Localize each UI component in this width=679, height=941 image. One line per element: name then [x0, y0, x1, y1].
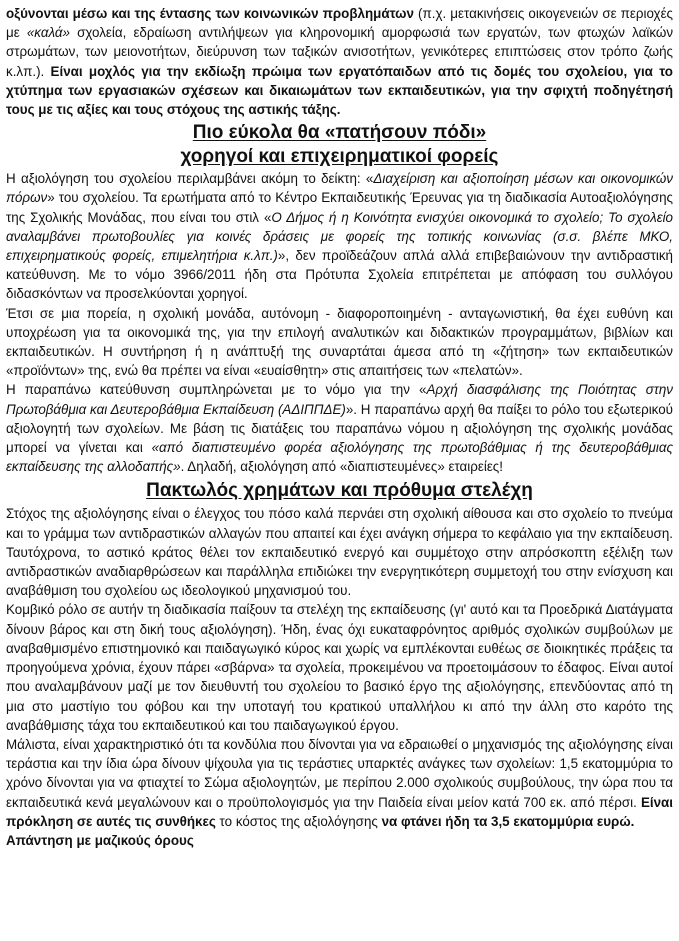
section1-heading-line2: χορηγοί και επιχειρηματικοί φορείς	[180, 146, 499, 168]
italic-quote: «από διαπιστευμένο φορέα αξιολόγησης της πρωτοβάθμιας ή της δευτεροβάθμιας εκπαίδευσης της αλλοδαπής»	[6, 440, 674, 475]
section2-paragraph-2: Κομβικό ρόλο σε αυτήν τη διαδικασία παίξουν τα στελέχη της εκπαίδευσης (γι' αυτό και τα Προεδρικά Διατάγματα δίνουν βάρος και στη δική τους αξιολόγηση). Ήδη, ένας όχι ευκαταφρόνητος αριθμός σχολικών συμβούλων με αναβαθμισμένο επιστημονικό και παιδαγωγικό κύρος και χωρίς να εμπλέκονται ευθέως σε διοικητικές πράξεις τα προηγούμενα χρόνια, έχουν πάρει «σβάρνα» τα σχολεία, προκειμένου να προετοιμάσουν το έδαφος. Είναι αυτοί που αναλαμβάνουν μαζί με τον διευθυντή του σχολείου το βασικό έργο της αξιολόγησης, επενδύοντας από τη μια στο μαστίγιο του φόβου και την υποταγή του κρατικού υπαλλήλου κι από την άλλη στο καρότο της αναβάθμισης τάχα του εκπαιδευτικού και του παιδαγωγικού έργου.	[6, 602, 673, 733]
section2-heading: Πακτωλός χρημάτων και πρόθυμα στελέχη	[146, 480, 533, 502]
section2-paragraph-3	[6, 735, 673, 831]
text: » του σχολείου. Τα ερωτήματα από το Κέντρο Εκπαιδευτικής Έρευνας για τη διαδικασία Αυτοαξιολόγησης της Σχολικής Μονάδας, που είναι του στιλ «	[6, 190, 673, 225]
text: το κόστος της αξιολόγησης	[215, 813, 382, 829]
bold-emphasis: να φτάνει ήδη τα 3,5 εκατομμύρια ευρώ.	[381, 813, 635, 829]
section1-paragraph-1	[6, 169, 673, 303]
italic-quote: Διαχείριση και αξιοποίηση μέσων και οικονομικών πόρων	[6, 171, 673, 206]
section1-heading	[6, 121, 673, 169]
text: Η παραπάνω κατεύθυνση συμπληρώνεται με το νόμο για την «	[6, 382, 427, 398]
intro-paragraph	[6, 4, 673, 119]
intro-text: (π.χ. μετακινήσεις οικογενειών σε περιοχές με	[6, 6, 673, 41]
intro-bold-lead: οξύνονται μέσω και της έντασης των κοινωνικών προβλημάτων	[6, 6, 414, 21]
section1-paragraph-2: Έτσι σε μια πορεία, η σχολική μονάδα, αυτόνομη - διαφοροποιημένη - ανταγωνιστική, θα έχει ευθύνη και υποχρέωση για τα οικονομικά της, για την επιλογή αναλυτικών και διδακτικών προγραμμάτων, βιβλίων και εκπαιδευτικών. Η συντήρηση ή η ανάπτυξή της συναρτάται άμεσα από τη «ζήτηση» των εκπαιδευτικών «προϊόντων» της, ενώ θα πρέπει να είναι «ευαίσθητη» στις απαιτήσεις των «πελατών».	[6, 305, 673, 379]
text: . Δηλαδή, αξιολόγηση από «διαπιστευμένες» εταιρείες!	[180, 459, 503, 475]
intro-text: σχολεία, εδραίωση αντιλήψεων για κληρονομική αμορφωσιά των εργατών, των φτωχών λαϊκών στρωμάτων, των μειονοτήτων, διεύρυνση των ταξικών ανισοτήτων, γενικότερες επιπτώσεις στον τρόπο ζωής κ.λπ.).	[6, 25, 674, 79]
bold-emphasis: Είναι πρόκληση σε αυτές τις συνθήκες	[6, 794, 673, 829]
section1-heading-line1: Πιο εύκολα θα «πατήσουν πόδι»	[192, 122, 487, 144]
text: Μάλιστα, είναι χαρακτηριστικό ότι τα κονδύλια που δίνονται για να εδραιωθεί ο μηχανισμός της αξιολόγησης είναι τεράστια και την ίδια ώρα δίνουν ψίχουλα για τις τεράστιες υπαρκτές ανάγκες των σχολείων: 1,5 εκατομμύρια το χρόνο δίνονται για να φτιαχτεί το Σώμα αξιολογητών, με περίπου 2.000 σχολικούς συμβούλους, την ώρα που τα εκπαιδευτικά κενά μεγαλώνουν και ο προϋπολογισμός για την Παιδεία είναι μείον κατά 700 εκ. από πέρσι.	[6, 736, 673, 810]
text: ». Η παραπάνω αρχή θα παίξει το ρόλο του εξωτερικού αξιολογητή των σχολείων. Με βάση τις διατάξεις του παραπάνω νόμου η αξιολόγηση της σχολικής μονάδας μπορεί να γίνεται και	[6, 401, 673, 456]
text: », δεν προϊδεάζουν απλά αλλά επιβεβαιώνουν την αντιδραστική κατεύθυνση. Με το νόμο 3966/2011 ήδη στα Πρότυπα Σχολεία επιτρέπεται με απόφαση του συλλόγου διδασκόντων να προσελκύονται χορηγοί.	[6, 248, 673, 302]
text: Η αξιολόγηση του σχολείου περιλαμβάνει ακόμη το δείκτη: «	[6, 171, 374, 187]
italic-quote: Ο Δήμος ή η Κοινότητα ενισχύει οικονομικά το σχολείο; Το σχολείο αναλαμβάνει πρωτοβουλίες για κοινές δράσεις με φορείς της τοπικής κοινωνίας (σ.σ. βλέπε ΜΚΟ, επιχειρηματικούς φορείς, επιμελητήρια κ.λπ.)	[6, 209, 673, 264]
italic-quote: Αρχή διασφάλισης της Ποιότητας στην Πρωτοβάθμια και Δευτεροβάθμια Εκπαίδευση (ΑΔΙΠΠΔΕ)	[6, 382, 674, 417]
closing-subheading: Απάντηση με μαζικούς όρους	[6, 832, 194, 848]
section1-paragraph-3	[6, 380, 673, 476]
section2-paragraph-1: Στόχος της αξιολόγησης είναι ο έλεγχος του πόσο καλά περνάει στη σχολική αίθουσα και στο σχολείο το πνεύμα και το γράμμα των αντιδραστικών αλλαγών που απαιτεί και έχει ανάγκη σήμερα το κεφάλαιο για την εκπαίδευση. Ταυτόχρονα, το αστικό κράτος θέλει τον εκπαιδευτικό ενεργό και συμμέτοχο στην απρόσκοπτη εξέλιξη των αντιδραστικών αναδιαρθρώσεων και παράλληλα επιδιώκει την ενεργητικότερη συμμετοχή του στην ενίσχυση και αναβάθμιση του σχολείου ως ιδεολογικού μηχανισμού του.	[6, 506, 673, 599]
intro-bold-conclusion: Είναι μοχλός για την εκδίωξη πρώιμα των εργατόπαιδων από τις δομές του σχολείου, για το χτύπημα των εργασιακών σχέσεων και δικαιωμάτων των εκπαιδευτικών, για την σφιχτή ποδηγέτησή τους με τις αξίες και τους στόχους της αστικής τάξης.	[6, 63, 673, 118]
intro-italic: «καλά»	[26, 25, 70, 41]
